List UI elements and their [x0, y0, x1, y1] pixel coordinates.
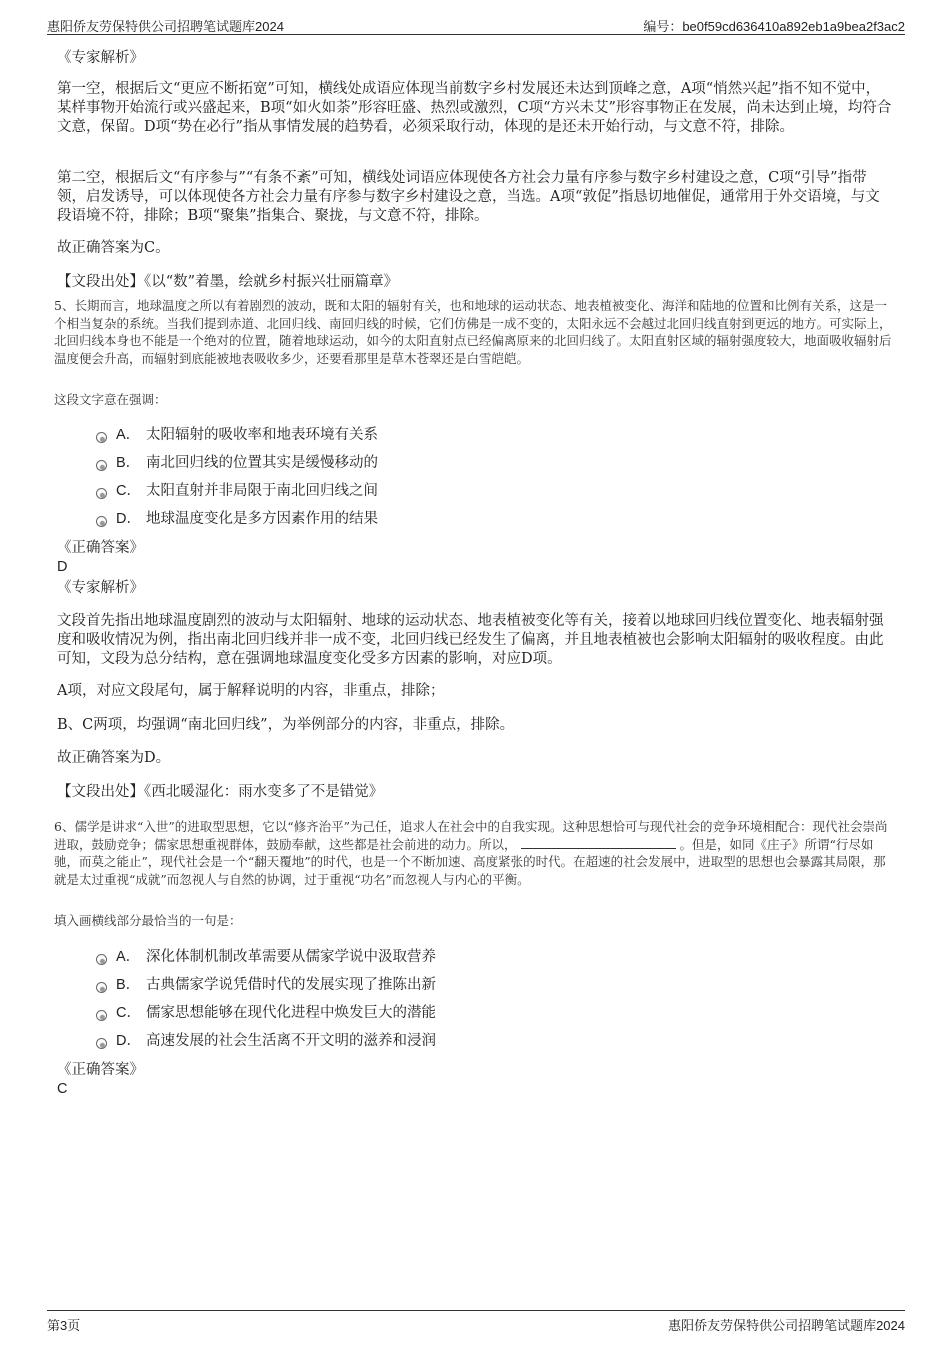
option-text: 地球温度变化是多方因素作用的结果: [146, 511, 378, 527]
option-text: 太阳直射并非局限于南北回归线之间: [146, 483, 378, 499]
q6-question: 填入画横线部分最恰当的一句是：: [54, 913, 242, 928]
option-letter: D．: [116, 1033, 141, 1049]
option-text: 高速发展的社会生活离不开文明的滋养和浸润: [146, 1033, 436, 1049]
q5-analysis-para2: A项，对应文段尾句，属于解释说明的内容，非重点，排除；: [57, 683, 445, 699]
q6-stem-part1: 6、儒学是讲求“入世”的进取型思想，它以“修齐治平”为己任，追求人在社会中的自我实现。这种思想恰可与现代社会的竞争环境相配合：现代社会崇尚进取，鼓励竞争；儒家思想重视群体，鼓励奉献，这些都是社会前进的动力。所以，: [54, 819, 888, 852]
option-letter: B．: [116, 977, 141, 993]
radio-icon[interactable]: [96, 1010, 107, 1021]
q6-answer-label: 《正确答案》: [57, 1062, 144, 1078]
radio-icon[interactable]: [96, 1038, 107, 1049]
q5-option-b[interactable]: [96, 453, 378, 473]
option-text: 南北回归线的位置其实是缓慢移动的: [146, 455, 378, 471]
q5-question: 这段文字意在强调：: [54, 392, 167, 407]
q5-answer: D: [57, 559, 68, 575]
option-letter: C．: [116, 483, 141, 499]
option-letter: A．: [116, 949, 141, 965]
page-number: 第3页: [47, 1318, 81, 1333]
option-letter: C．: [116, 1005, 141, 1021]
q5-option-d[interactable]: [96, 509, 378, 529]
q4-analysis-para2: 第二空，根据后文“有序参与”“有条不紊”可知，横线处词语应体现使各方社会力量有序参与数字乡村建设之意，C项“引导”指带领，启发诱导，可以体现使各方社会力量有序参与数字乡村建设之意，当选。A项“敦促”指恳切地催促，通常用于外交语境，与文段语境不符，排除；B项“聚集”指集合、聚拢，与文意不符，排除。: [57, 170, 880, 224]
radio-icon[interactable]: [96, 488, 107, 499]
radio-icon[interactable]: [96, 432, 107, 443]
fill-blank-line: [521, 836, 676, 849]
q6-option-a[interactable]: [96, 947, 436, 967]
option-text: 儒家思想能够在现代化进程中焕发巨大的潜能: [146, 1005, 436, 1021]
q5-option-c[interactable]: [96, 481, 378, 501]
q4-analysis-para1: 第一空，根据后文“更应不断拓宽”可知，横线处成语应体现当前数字乡村发展还未达到顶峰之意，A项“悄然兴起”指不知不觉中，某样事物开始流行或兴盛起来，B项“如火如荼”形容旺盛、热烈或激烈，C项“方兴未艾”形容事物正在发展，尚未达到止境，均符合文意，保留。D项“势在必行”指从事情发展的趋势看，必须采取行动，体现的是还未开始行动，与文意不符，排除。: [57, 81, 892, 135]
q4-source: 【文段出处】《以“数”着墨，绘就乡村振兴壮丽篇章》: [57, 274, 399, 290]
radio-icon[interactable]: [96, 460, 107, 471]
q5-analysis-para1: 文段首先指出地球温度剧烈的波动与太阳辐射、地球的运动状态、地表植被变化等有关，接着以地球回归线位置变化、地表辐射强度和吸收情况为例，指出南北回归线并非一成不变，北回归线已经发生了偏离，并且地表植被也会影响太阳辐射的吸收程度。由此可知，文段为总分结构，意在强调地球温度变化受多方因素的影响，对应D项。: [57, 613, 884, 667]
header-doc-id: 编号：be0f59cd636410a892eb1a9bea2f3ac2: [643, 19, 905, 34]
q5-answer-label: 《正确答案》: [57, 540, 144, 556]
option-letter: D．: [116, 511, 141, 527]
q5-conclusion: 故正确答案为D。: [57, 750, 171, 766]
q6-option-c[interactable]: [96, 1003, 436, 1023]
q6-option-d[interactable]: [96, 1031, 436, 1051]
radio-icon[interactable]: [96, 982, 107, 993]
page-header: [47, 12, 905, 35]
option-letter: B．: [116, 455, 141, 471]
option-text: 古典儒家学说凭借时代的发展实现了推陈出新: [146, 977, 436, 993]
option-letter: A．: [116, 427, 141, 443]
radio-icon[interactable]: [96, 516, 107, 527]
q5-source: 【文段出处】《西北暖湿化：雨水变多了不是错觉》: [57, 784, 384, 800]
q5-analysis-para3: B、C两项，均强调“南北回归线”，为举例部分的内容，非重点，排除。: [57, 717, 515, 733]
header-title: 惠阳侨友劳保特供公司招聘笔试题库2024: [47, 19, 284, 34]
q6-option-b[interactable]: [96, 975, 436, 995]
option-text: 太阳辐射的吸收率和地表环境有关系: [146, 427, 378, 443]
option-text: 深化体制机制改革需要从儒家学说中汲取营养: [146, 949, 436, 965]
q5-option-a[interactable]: [96, 425, 378, 445]
q4-analysis-label: 《专家解析》: [57, 50, 144, 66]
q6-stem: [54, 818, 896, 888]
page-footer: [47, 1310, 905, 1333]
radio-icon[interactable]: [96, 954, 107, 965]
q4-conclusion: 故正确答案为C。: [57, 240, 170, 256]
q5-stem: 5、长期而言，地球温度之所以有着剧烈的波动，既和太阳的辐射有关，也和地球的运动状态、地表植被变化、海洋和陆地的位置和比例有关系，这是一个相当复杂的系统。当我们提到赤道、北回归线、南回归线的时候，它们仿佛是一成不变的，太阳永远不会越过北回归线直射到更远的地方。可实际上，北回归线本身也不能是一个绝对的位置，随着地球运动，如今的太阳直射点已经偏离原来的北回归线了。太阳直射区域的辐射强度较大，地面吸收辐射后温度便会升高，而辐射到底能被地表吸收多少，还要看那里是草木苍翠还是白雪皑皑。: [54, 298, 892, 366]
q6-answer: C: [57, 1081, 68, 1097]
q6-stem-part2: 。但是，如同《庄子》所谓“行尽如驰，而莫之能止”，现代社会是一个“翻天覆地”的时代，也是一个不断加速、高度紧张的时代。在超速的社会发展中，进取型的思想也会暴露其局限，那就是太过重视“成就”而忽视人与自然的协调，过于重视“功名”而忽视人与内心的平衡。: [54, 836, 886, 887]
q5-analysis-label: 《专家解析》: [57, 580, 144, 596]
footer-title: 惠阳侨友劳保特供公司招聘笔试题库2024: [668, 1318, 905, 1333]
